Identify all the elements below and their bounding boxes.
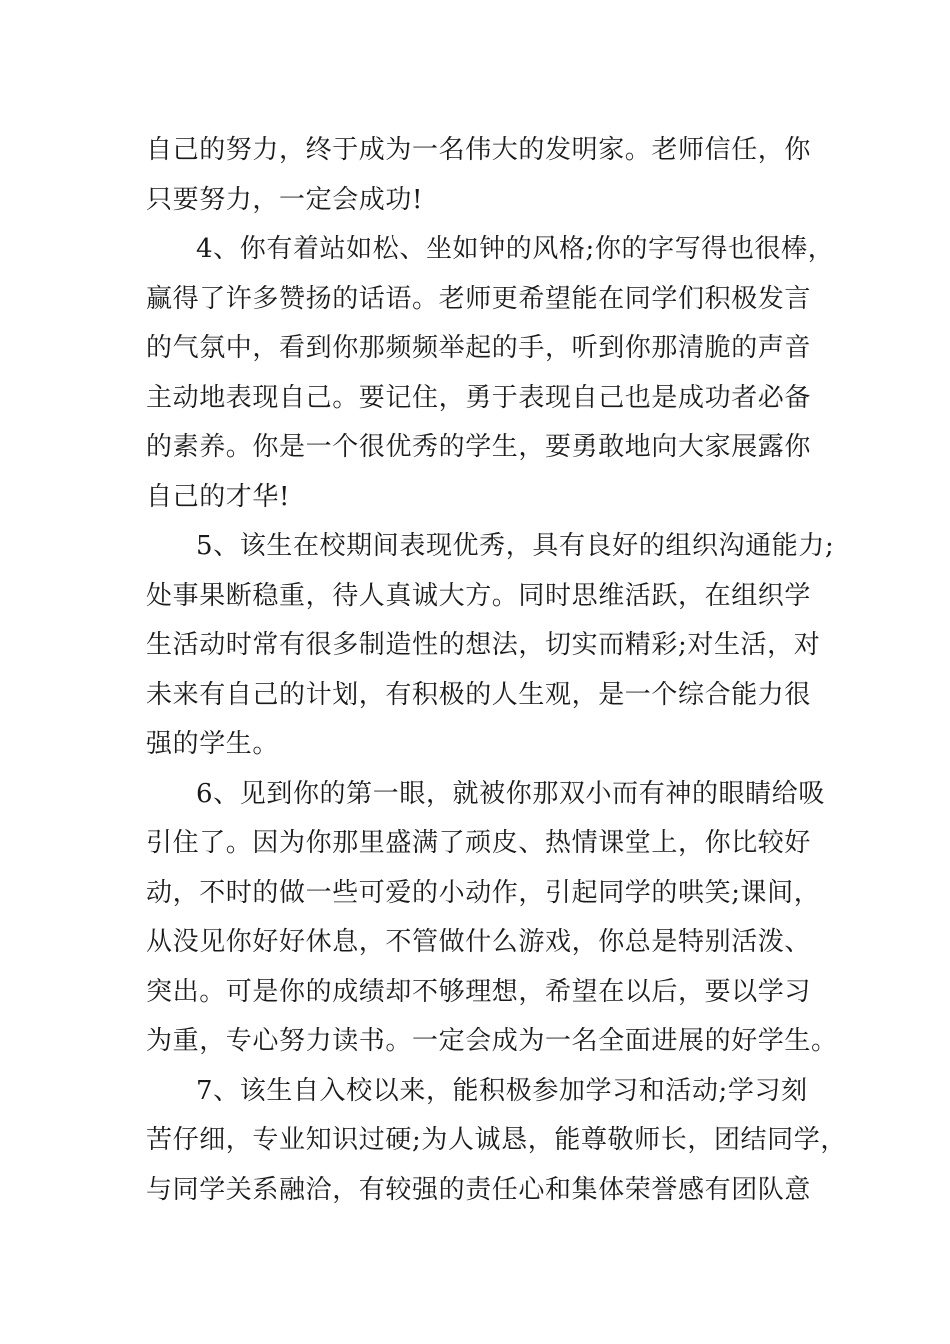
paragraph-start-7: 7、该生自入校以来，能积极参加学习和活动;学习刻 <box>196 1076 808 1106</box>
text-line: 强的学生。 <box>146 729 280 759</box>
paragraph-start-4: 4、你有着站如松、坐如钟的风格;你的字写得也很棒， <box>196 234 835 264</box>
text-line: 生活动时常有很多制造性的想法，切实而精彩;对生活，对 <box>146 630 821 660</box>
text-line: 主动地表现自己。要记住，勇于表现自己也是成功者必备 <box>146 383 812 413</box>
text-line: 苦仔细，专业知识过硬;为人诚恳，能尊敬师长，团结同学， <box>146 1125 847 1155</box>
text-line: 动，不时的做一些可爱的小动作，引起同学的哄笑;课间， <box>146 878 821 908</box>
text-line: 的气氛中，看到你那频频举起的手，听到你那清脆的声音 <box>146 333 812 363</box>
paragraph-start-5: 5、该生在校期间表现优秀，具有良好的组织沟通能力; <box>196 531 835 561</box>
text-line: 为重，专心努力读书。一定会成为一名全面进展的好学生。 <box>146 1026 838 1056</box>
text-line: 突出。可是你的成绩却不够理想，希望在以后，要以学习 <box>146 977 812 1007</box>
text-line: 与同学关系融洽，有较强的责任心和集体荣誉感有团队意 <box>146 1175 812 1205</box>
text-line: 只要努力，一定会成功! <box>146 185 424 215</box>
text-line: 自己的才华! <box>146 482 291 512</box>
paragraph-start-6: 6、见到你的第一眼，就被你那双小而有神的眼睛给吸 <box>196 779 825 809</box>
text-line: 引住了。因为你那里盛满了顽皮、热情课堂上，你比较好 <box>146 828 812 858</box>
text-line: 自己的努力，终于成为一名伟大的发明家。老师信任，你 <box>146 135 812 165</box>
text-line: 处事果断稳重，待人真诚大方。同时思维活跃，在组织学 <box>146 581 812 611</box>
text-line: 未来有自己的计划，有积极的人生观，是一个综合能力很 <box>146 680 812 710</box>
text-line: 的素养。你是一个很优秀的学生，要勇敢地向大家展露你 <box>146 432 812 462</box>
text-line: 从没见你好好休息，不管做什么游戏，你总是特别活泼、 <box>146 927 812 957</box>
text-line: 赢得了许多赞扬的话语。老师更希望能在同学们积极发言 <box>146 284 812 314</box>
